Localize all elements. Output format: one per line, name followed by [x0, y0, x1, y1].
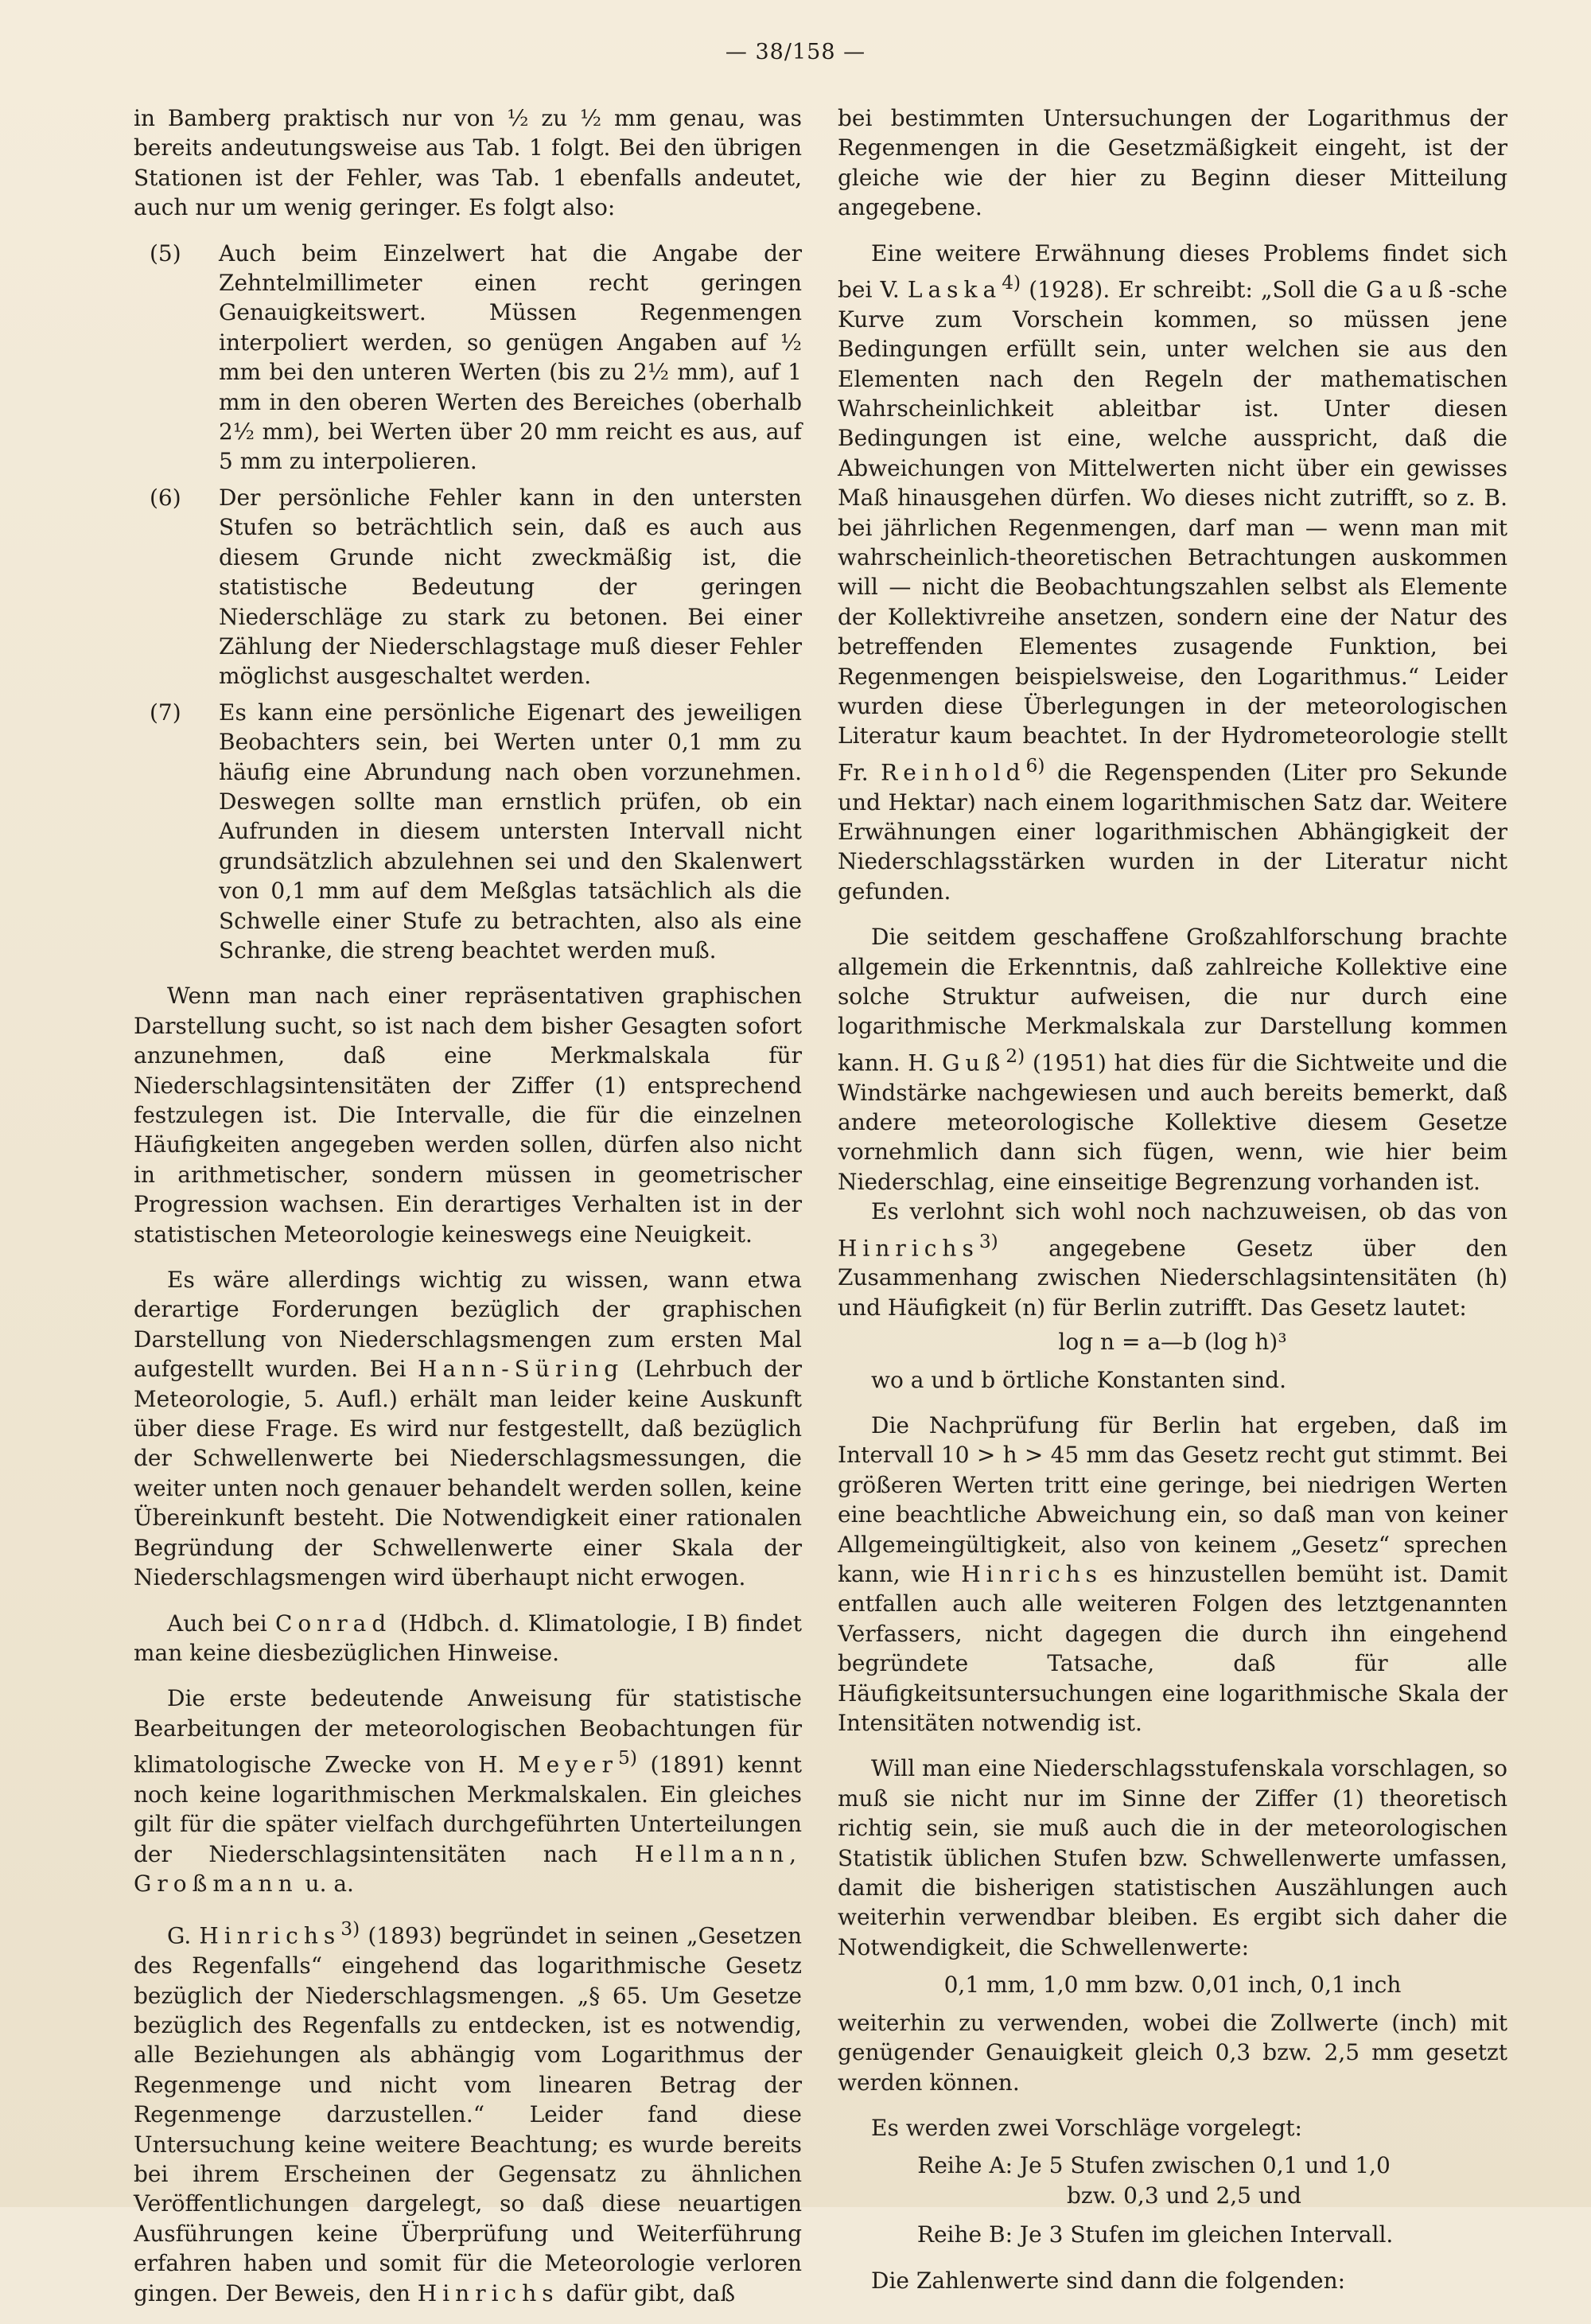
formula: log n = a—b (log h)³	[1058, 1329, 1287, 1356]
paragraph: bei bestimmten Untersuchungen der Logarithmus der Regenmengen in die Gesetzmäßigkeit eingeht, ist der gleiche wie der hier zu Beginn dieser Mitteilung angegebene.	[838, 105, 1507, 221]
footnote-ref: 4)	[1002, 271, 1021, 294]
item-text: Es kann eine persönliche Eigenart des jeweiligen Beobachters sein, bei Werten unter 0,1 mm zu häufig eine Abrundung nach oben vorzunehmen. Deswegen sollte man ernstlich prüfen, ob ein Aufrunden in diesem untersten Intervall nicht grundsätzlich abzulehnen sei und den Skalenwert von 0,1 mm auf dem Meßglas tatsächlich als die Schwelle einer Stufe zu betrachten, also als eine Schranke, die streng beachtet werden muß.	[219, 699, 802, 963]
paragraph: Die erste bedeutende Anweisung für statistische Bearbeitungen der meteorologischen Beobachtungen für klimatologische Zwecke von H. Meyer$^{5)}$ (1891) kennt noch keine logarithmischen Merkmalskalen. Ein gleiches gilt für die später vielfach durchgeführten Unterteilungen der Niederschlagsintensitäten nach Hellmann, Großmann u. a.	[134, 1685, 802, 1898]
paragraph: Es werden zwei Vorschläge vorgelegt:	[871, 2114, 1302, 2141]
paragraph: Die Nachprüfung für Berlin hat ergeben, daß im Intervall 10 > h > 45 mm das Gesetz recht gut stimmt. Bei größeren Werten tritt eine geringe, bei niedrigen Werten eine beachtliche Abweichung ein, so daß man von keiner Allgemeingültigkeit, also von keinem „Gesetz“ sprechen kann, wie Hinrichs es hinzustellen bemüht ist. Damit entfallen auch alle weiteren Folgen des letztgenannten Verfassers, nicht dagegen die durch ihn eingehend begründete Tatsache, daß für alle Häufigkeitsuntersuchungen eine logarithmische Skala der Intensitäten notwendig ist.	[838, 1411, 1507, 1737]
list-item	[150, 698, 802, 966]
list-item	[150, 483, 802, 691]
author-name: Laska	[907, 276, 1002, 303]
page-number: — 38/158 —	[725, 40, 866, 64]
paragraph: in Bamberg praktisch nur von ½ zu ½ mm genau, was bereits andeutungsweise aus Tab. 1 folgt. Bei den übrigen Stationen ist der Fehler, was Tab. 1 ebenfalls andeutet, auch nur um wenig geringer. Es folgt also:	[134, 105, 802, 221]
paragraph: weiterhin zu verwenden, wobei die Zollwerte (inch) mit genügender Genauigkeit gleich 0,3 bzw. 2,5 mm gesetzt werden können.	[838, 2009, 1507, 2096]
author-name: Hinrichs	[838, 1234, 979, 1261]
reihe-a-text: Je 5 Stufen zwischen 0,1 und 1,0	[1019, 2152, 1391, 2179]
paragraph: Die seitdem geschaffene Großzahlforschung brachte allgemein die Erkenntnis, daß zahlreiche Kollektive eine solche Struktur aufweisen, die nur durch eine logarithmische Merkmalskala zur Darstellung kommen kann. H. Guß$^{2)}$ (1951) hat dies für die Sichtweite und die Windstärke nachgewiesen und auch bereits bemerkt, daß andere meteorologische Kollektive diesem Gesetze vornehmlich dann sich fügen, wenn, wie hier beim Niederschlag, eine einseitige Begrenzung vorhanden ist.	[838, 924, 1507, 1195]
paragraph: G. Hinrichs$^{3)}$ (1893) begründet in seinen „Gesetzen des Regenfalls“ eingehend das logarithmische Gesetz bezüglich der Niederschlagsmengen. „§ 65. Um Gesetze bezüglich des Regenfalls zu entdecken, ist es notwendig, alle Beziehungen als abhängig vom Logarithmus der Regenmenge und nicht vom linearen Betrag der Regenmenge darzustellen.“ Leider fand diese Untersuchung keine weitere Beachtung; es wurde bereits bei ihrem Erscheinen der Gegensatz zu ähnlichen Veröffentlichungen dargelegt, so daß diese neuartigen Ausführungen keine Überprüfung und Weiterführung erfahren haben und somit für die Meteorologie verloren gingen. Der Beweis, den Hinrichs dafür gibt, daß	[134, 1917, 803, 2306]
item-text: Der persönliche Fehler kann in den untersten Stufen so beträchtlich sein, daß es auch aus diesem Grunde nicht zweckmäßig ist, die statistische Bedeutung der geringen Niederschläge zu stark zu betonen. Bei einer Zählung der Niederschlagstage muß dieser Fehler möglichst ausgeschaltet werden.	[219, 484, 802, 690]
reihe-a-label: Reihe A:	[917, 2152, 1013, 2179]
author-name: Hann-Süring	[418, 1356, 624, 1383]
list-item	[150, 239, 802, 477]
paragraph: Es wäre allerdings wichtig zu wissen, wann etwa derartige Forderungen bezüglich der graphischen Darstellung von Niederschlagsmengen zum ersten Mal aufgestellt wurden. Bei Hann-Süring (Lehrbuch der Meteorologie, 5. Aufl.) erhält man leider keine Auskunft über diese Frage. Es wird nur festgestellt, daß bezüglich der Schwellenwerte bei Niederschlagsmessungen, die weiter unten noch genauer behandelt werden sollen, keine Übereinkunft besteht. Die Notwendigkeit einer rationalen Begründung der Schwellenwerte einer Skala der Niederschlagsmengen wird überhaupt nicht erwogen.	[134, 1267, 803, 1591]
footnote-ref: 6)	[1025, 753, 1045, 777]
reihe-a	[838, 2151, 1507, 2180]
reihe-b-text: Je 3 Stufen im gleichen Intervall.	[1019, 2221, 1394, 2248]
paragraph: wo a und b örtliche Konstanten sind.	[871, 1366, 1286, 1393]
footnote-ref: 3)	[978, 1229, 998, 1252]
threshold-values: 0,1 mm, 1,0 mm bzw. 0,01 inch, 0,1 inch	[943, 1972, 1402, 1999]
footnote-ref: 5)	[618, 1746, 637, 1769]
left-column	[134, 103, 802, 2324]
author-name: Conrad	[274, 1610, 392, 1637]
item-number: (7)	[150, 699, 181, 726]
author-name: Guß	[942, 1049, 1006, 1076]
author-name: Meyer	[517, 1751, 618, 1778]
author-name: Hinrichs	[417, 2279, 559, 2306]
item-number: (6)	[150, 484, 181, 511]
right-column	[838, 103, 1507, 2311]
author-name: Hinrichs	[199, 1922, 341, 1949]
author-name: Hellmann, Großmann	[134, 1840, 802, 1898]
item-number: (5)	[150, 239, 181, 267]
paragraph: Wenn man nach einer repräsentativen graphischen Darstellung sucht, so ist nach dem bisher Gesagten sofort anzunehmen, daß eine Merkmalskala für Niederschlagsintensitäten der Ziffer (1) entsprechend festzulegen ist. Die Intervalle, die für die einzelnen Häufigkeiten angegeben werden sollen, dürfen also nicht in arithmetischer, sondern müssen in geometrischer Progression wachsen. Ein derartiges Verhalten ist in der statistischen Meteorologie keineswegs eine Neuigkeit.	[134, 983, 802, 1248]
reihe-a-continuation: bzw. 0,3 und 2,5 und	[1067, 2182, 1301, 2209]
author-name: Reinhold	[881, 759, 1026, 786]
reihe-b-label: Reihe B:	[916, 2221, 1013, 2248]
author-name: Gauß	[1366, 276, 1449, 303]
footnote-ref: 2)	[1006, 1044, 1025, 1067]
footnote-ref: 3)	[340, 1917, 360, 1941]
item-text: Auch beim Einzelwert hat die Angabe der Zehntelmillimeter einen recht geringen Genauigkeitswert. Müssen Regenmengen interpoliert werden, so genügen Angaben auf ½ mm bei den unteren Werten (bis zu 2½ mm), auf 1 mm in den oberen Werten des Bereiches (oberhalb 2½ mm), bei Werten über 20 mm reicht es aus, auf 5 mm zu interpolieren.	[219, 239, 802, 475]
paragraph: Die Zahlenwerte sind dann die folgenden:	[871, 2267, 1346, 2294]
paragraph: Eine weitere Erwähnung dieses Problems findet sich bei V. Laska$^{4)}$ (1928). Er schreibt: „Soll die Gauß-sche Kurve zum Vorschein kommen, so müssen jene Bedingungen erfüllt sein, unter welchen sie aus den Elementen nach den Regeln der mathematischen Wahrscheinlichkeit ableitbar ist. Unter diesen Bedingungen ist eine, welche ausspricht, daß die Abweichungen von Mittelwerten nicht über ein gewisses Maß hinausgehen dürfen. Wo dieses nicht zutrifft, so z. B. bei jährlichen Regenmengen, darf man — wenn man mit wahrscheinlich-theoretischen Betrachtungen auskommen will — nicht die Beobachtungszahlen selbst als Elemente der Kollektivreihe ansetzen, sondern eine der Natur des betreffenden Elementes zusagende Funktion, bei Regenmengen beispielsweise, den Logarithmus.“ Leider wurden diese Überlegungen in der meteorologischen Literatur kaum beachtet. In der Hydrometeorologie stellt Fr. Reinhold$^{6)}$ die Regenspenden (Liter pro Sekunde und Hektar) nach einem logarithmischen Satz dar. Weitere Erwähnungen einer logarithmischen Abhängigkeit der Niederschlagsstärken wurden in der Literatur nicht gefunden.	[838, 239, 1507, 905]
paragraph: Es verlohnt sich wohl noch nachzuweisen, ob das von Hinrichs$^{3)}$ angegebene Gesetz über den Zusammenhang zwischen Niederschlagsintensitäten (h) und Häufigkeit (n) für Berlin zutrifft. Das Gesetz lautet:	[838, 1198, 1507, 1321]
paragraph: Will man eine Niederschlagsstufenskala vorschlagen, so muß sie nicht nur im Sinne der Ziffer (1) theoretisch richtig sein, sie muß auch die in der meteorologischen Statistik üblichen Stufen bzw. Schwellenwerte umfassen, damit die bisherigen statistischen Auszählungen auch weiterhin verwendbar bleiben. Es ergibt sich daher die Notwendigkeit, die Schwellenwerte:	[838, 1755, 1507, 1960]
author-name: Hinrichs	[961, 1561, 1103, 1587]
paragraph: Auch bei Conrad (Hdbch. d. Klimatologie, I B) findet man keine diesbezüglichen Hinweise.	[134, 1610, 802, 1666]
reihe-b	[838, 2220, 1507, 2249]
